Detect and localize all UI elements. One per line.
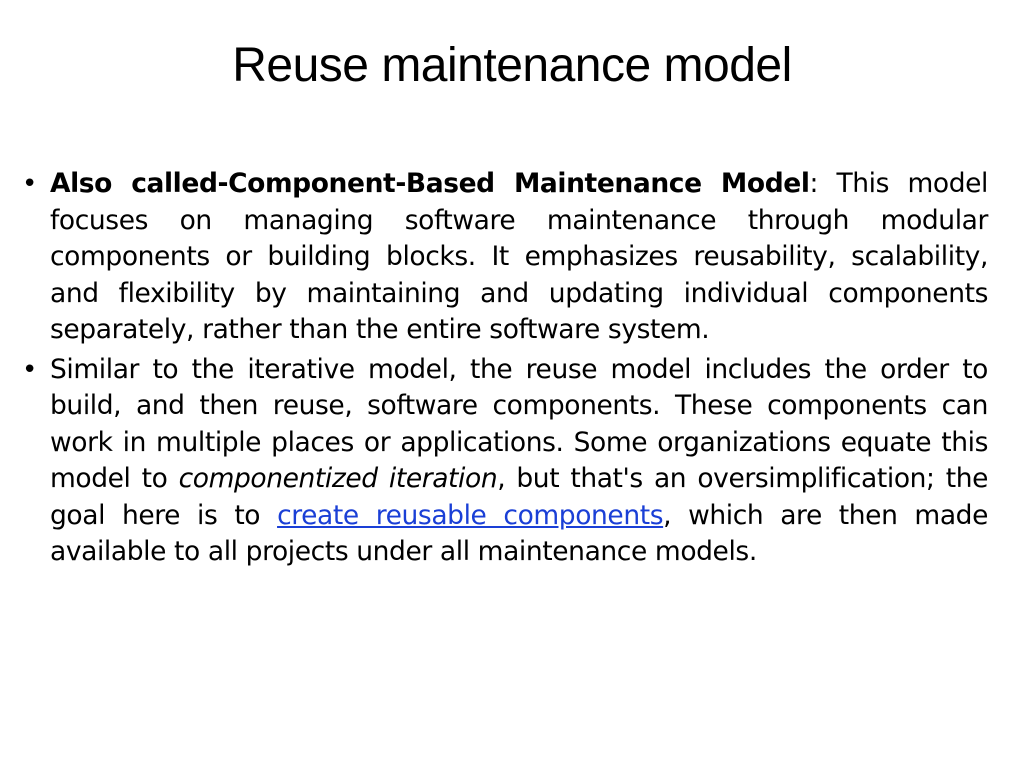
bullet-marker: • [22, 354, 37, 385]
create-reusable-components-link[interactable]: create reusable components [277, 499, 664, 531]
bullet-text-intro: Similar to the iterative model, the reuse model includes the order to build, and then reuse, software components. These components can work in multiple places or applications. Some organizations equate this model to [50, 353, 988, 494]
bullet-item-iterative-comparison [22, 352, 988, 571]
bullet-marker: • [22, 169, 37, 199]
bullet-list [22, 166, 988, 571]
bullet-item-component-based [22, 166, 988, 349]
bullet-text: : This model focuses on managing software maintenance through modular components or building blocks. It emphasizes reusability, scalability, and flexibility by maintaining and updating individual components separately, rather than the entire software system. [50, 168, 988, 345]
bullet-bold-lead: Also called-Component-Based Maintenance Model [50, 168, 810, 199]
bullet-text-middle: , but that's an oversimplification; the goal here is to [50, 463, 988, 531]
bullet-text-end: , which are then made available to all projects under all maintenance models. [50, 499, 988, 567]
bullet-italic-term: componentized iteration [178, 463, 498, 494]
slide-content [22, 166, 988, 574]
slide-title: Reuse maintenance model [232, 39, 792, 92]
